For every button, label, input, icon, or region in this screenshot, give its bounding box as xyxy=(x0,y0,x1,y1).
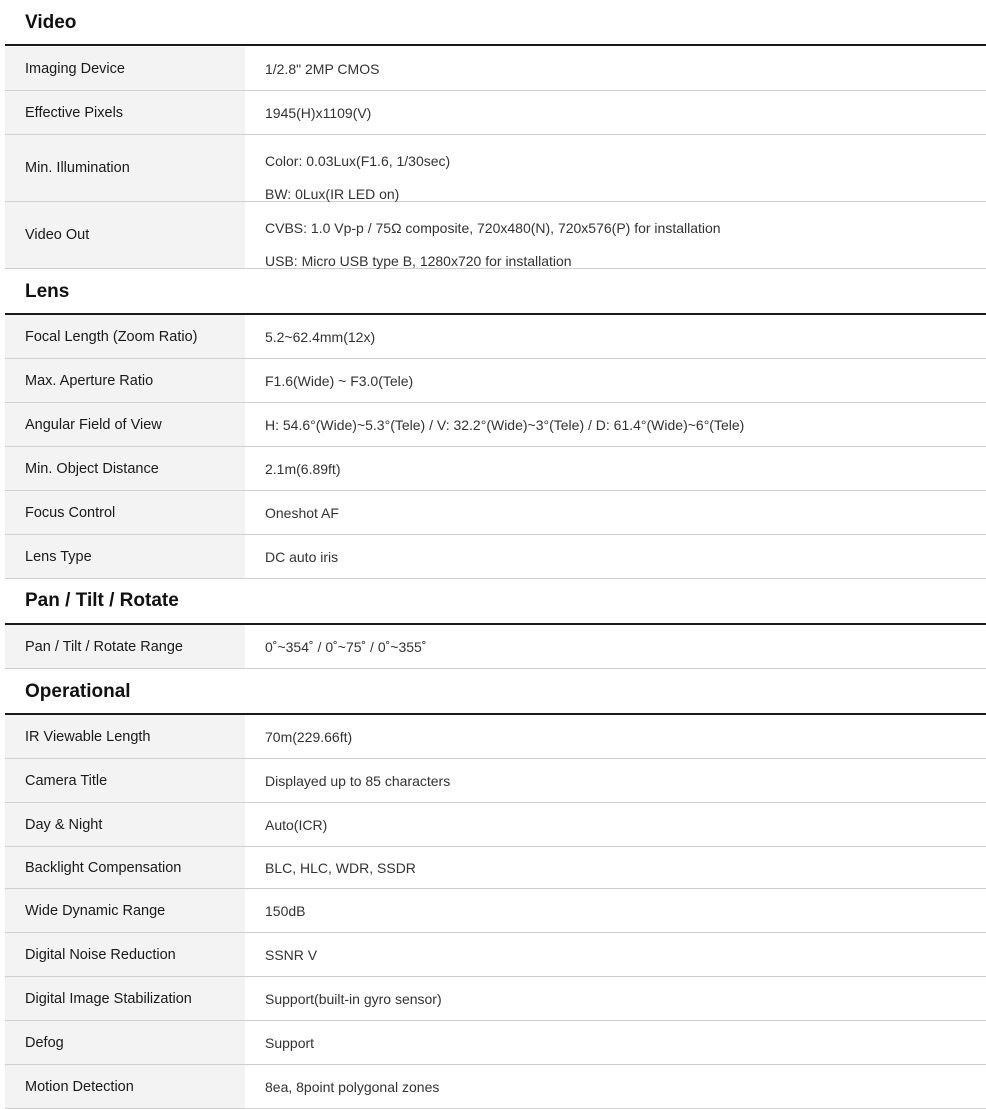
spec-value-line: Oneshot AF xyxy=(265,504,339,521)
spec-value-line: H: 54.6°(Wide)~5.3°(Tele) / V: 32.2°(Wide)~3°(Tele) / D: 61.4°(Wide)~6°(Tele) xyxy=(265,416,745,433)
spec-value-line: USB: Micro USB type B, 1280x720 for installation xyxy=(265,253,572,269)
spec-label: Video Out xyxy=(5,202,245,268)
spec-row-motion-detection xyxy=(5,1065,986,1109)
spec-value xyxy=(245,715,986,758)
spec-value-line: F1.6(Wide) ~ F3.0(Tele) xyxy=(265,372,414,389)
spec-label: Pan / Tilt / Rotate Range xyxy=(5,625,245,668)
spec-row-backlight-compensation xyxy=(5,847,986,889)
spec-value xyxy=(245,759,986,802)
spec-label: Day & Night xyxy=(5,803,245,846)
spec-value xyxy=(245,403,986,446)
spec-label: Min. Object Distance xyxy=(5,447,245,490)
spec-value xyxy=(245,202,986,268)
spec-value xyxy=(245,91,986,134)
spec-row-digital-noise-reduction xyxy=(5,933,986,977)
spec-value xyxy=(245,535,986,578)
spec-label: Digital Noise Reduction xyxy=(5,933,245,976)
spec-row-wide-dynamic-range xyxy=(5,889,986,933)
spec-row-pan-tilt-rotate-range xyxy=(5,625,986,669)
spec-value xyxy=(245,447,986,490)
spec-row-angular-field-of-view xyxy=(5,403,986,447)
spec-row-camera-title xyxy=(5,759,986,803)
spec-label: Focal Length (Zoom Ratio) xyxy=(5,315,245,358)
spec-value-line: CVBS: 1.0 Vp-p / 75Ω composite, 720x480(N), 720x576(P) for installation xyxy=(265,220,721,236)
spec-value-line: Support xyxy=(265,1034,315,1051)
spec-value-line: 5.2~62.4mm(12x) xyxy=(265,328,376,345)
spec-value-line: 0˚~354˚ / 0˚~75˚ / 0˚~355˚ xyxy=(265,638,427,655)
spec-label: Motion Detection xyxy=(5,1065,245,1108)
spec-value-line: 2.1m(6.89ft) xyxy=(265,460,341,477)
spec-row-min-object-distance xyxy=(5,447,986,491)
spec-row-focus-control xyxy=(5,491,986,535)
section-divider xyxy=(5,44,986,46)
spec-value xyxy=(245,359,986,402)
section-title-pan-tilt-rotate: Pan / Tilt / Rotate xyxy=(25,590,179,611)
spec-label: Imaging Device xyxy=(5,47,245,90)
spec-label: Max. Aperture Ratio xyxy=(5,359,245,402)
spec-label: Defog xyxy=(5,1021,245,1064)
spec-value-line: 70m(229.66ft) xyxy=(265,728,353,745)
spec-label: IR Viewable Length xyxy=(5,715,245,758)
spec-row-imaging-device xyxy=(5,47,986,91)
spec-value xyxy=(245,889,986,932)
spec-row-defog xyxy=(5,1021,986,1065)
spec-value xyxy=(245,135,986,201)
section-title-operational: Operational xyxy=(25,681,131,702)
spec-row-max-aperture-ratio xyxy=(5,359,986,403)
section-title-lens: Lens xyxy=(25,281,70,302)
spec-label: Camera Title xyxy=(5,759,245,802)
spec-value-line: Support(built-in gyro sensor) xyxy=(265,990,442,1007)
spec-value xyxy=(245,625,986,668)
spec-row-lens-type xyxy=(5,535,986,579)
spec-label: Digital Image Stabilization xyxy=(5,977,245,1020)
section-title-video: Video xyxy=(25,12,77,33)
spec-label: Min. Illumination xyxy=(5,135,245,201)
spec-value-line: Displayed up to 85 characters xyxy=(265,772,451,789)
spec-label: Effective Pixels xyxy=(5,91,245,134)
spec-row-focal-length-zoom-ratio xyxy=(5,315,986,359)
spec-value xyxy=(245,847,986,888)
spec-value-line: 150dB xyxy=(265,902,306,919)
spec-value xyxy=(245,1065,986,1108)
spec-value xyxy=(245,1021,986,1064)
spec-value-line: 1945(H)x1109(V) xyxy=(265,104,372,121)
spec-label: Angular Field of View xyxy=(5,403,245,446)
spec-row-day-night xyxy=(5,803,986,847)
spec-label: Lens Type xyxy=(5,535,245,578)
spec-value-line: BW: 0Lux(IR LED on) xyxy=(265,186,400,202)
spec-value xyxy=(245,491,986,534)
spec-value xyxy=(245,315,986,358)
spec-row-effective-pixels xyxy=(5,91,986,135)
spec-value xyxy=(245,933,986,976)
spec-label: Focus Control xyxy=(5,491,245,534)
spec-value xyxy=(245,977,986,1020)
spec-value-line: SSNR V xyxy=(265,946,318,963)
spec-value-line: Auto(ICR) xyxy=(265,816,328,833)
spec-row-min-illumination xyxy=(5,135,986,202)
spec-row-ir-viewable-length xyxy=(5,715,986,759)
spec-value-line: DC auto iris xyxy=(265,548,339,565)
spec-value xyxy=(245,803,986,846)
spec-value xyxy=(245,47,986,90)
spec-row-digital-image-stabilization xyxy=(5,977,986,1021)
spec-label: Wide Dynamic Range xyxy=(5,889,245,932)
spec-value-line: Color: 0.03Lux(F1.6, 1/30sec) xyxy=(265,153,451,169)
spec-row-video-out xyxy=(5,202,986,269)
spec-value-line: BLC, HLC, WDR, SSDR xyxy=(265,859,416,876)
spec-value-line: 1/2.8" 2MP CMOS xyxy=(265,60,380,77)
spec-value-line: 8ea, 8point polygonal zones xyxy=(265,1078,440,1095)
spec-label: Backlight Compensation xyxy=(5,847,245,888)
